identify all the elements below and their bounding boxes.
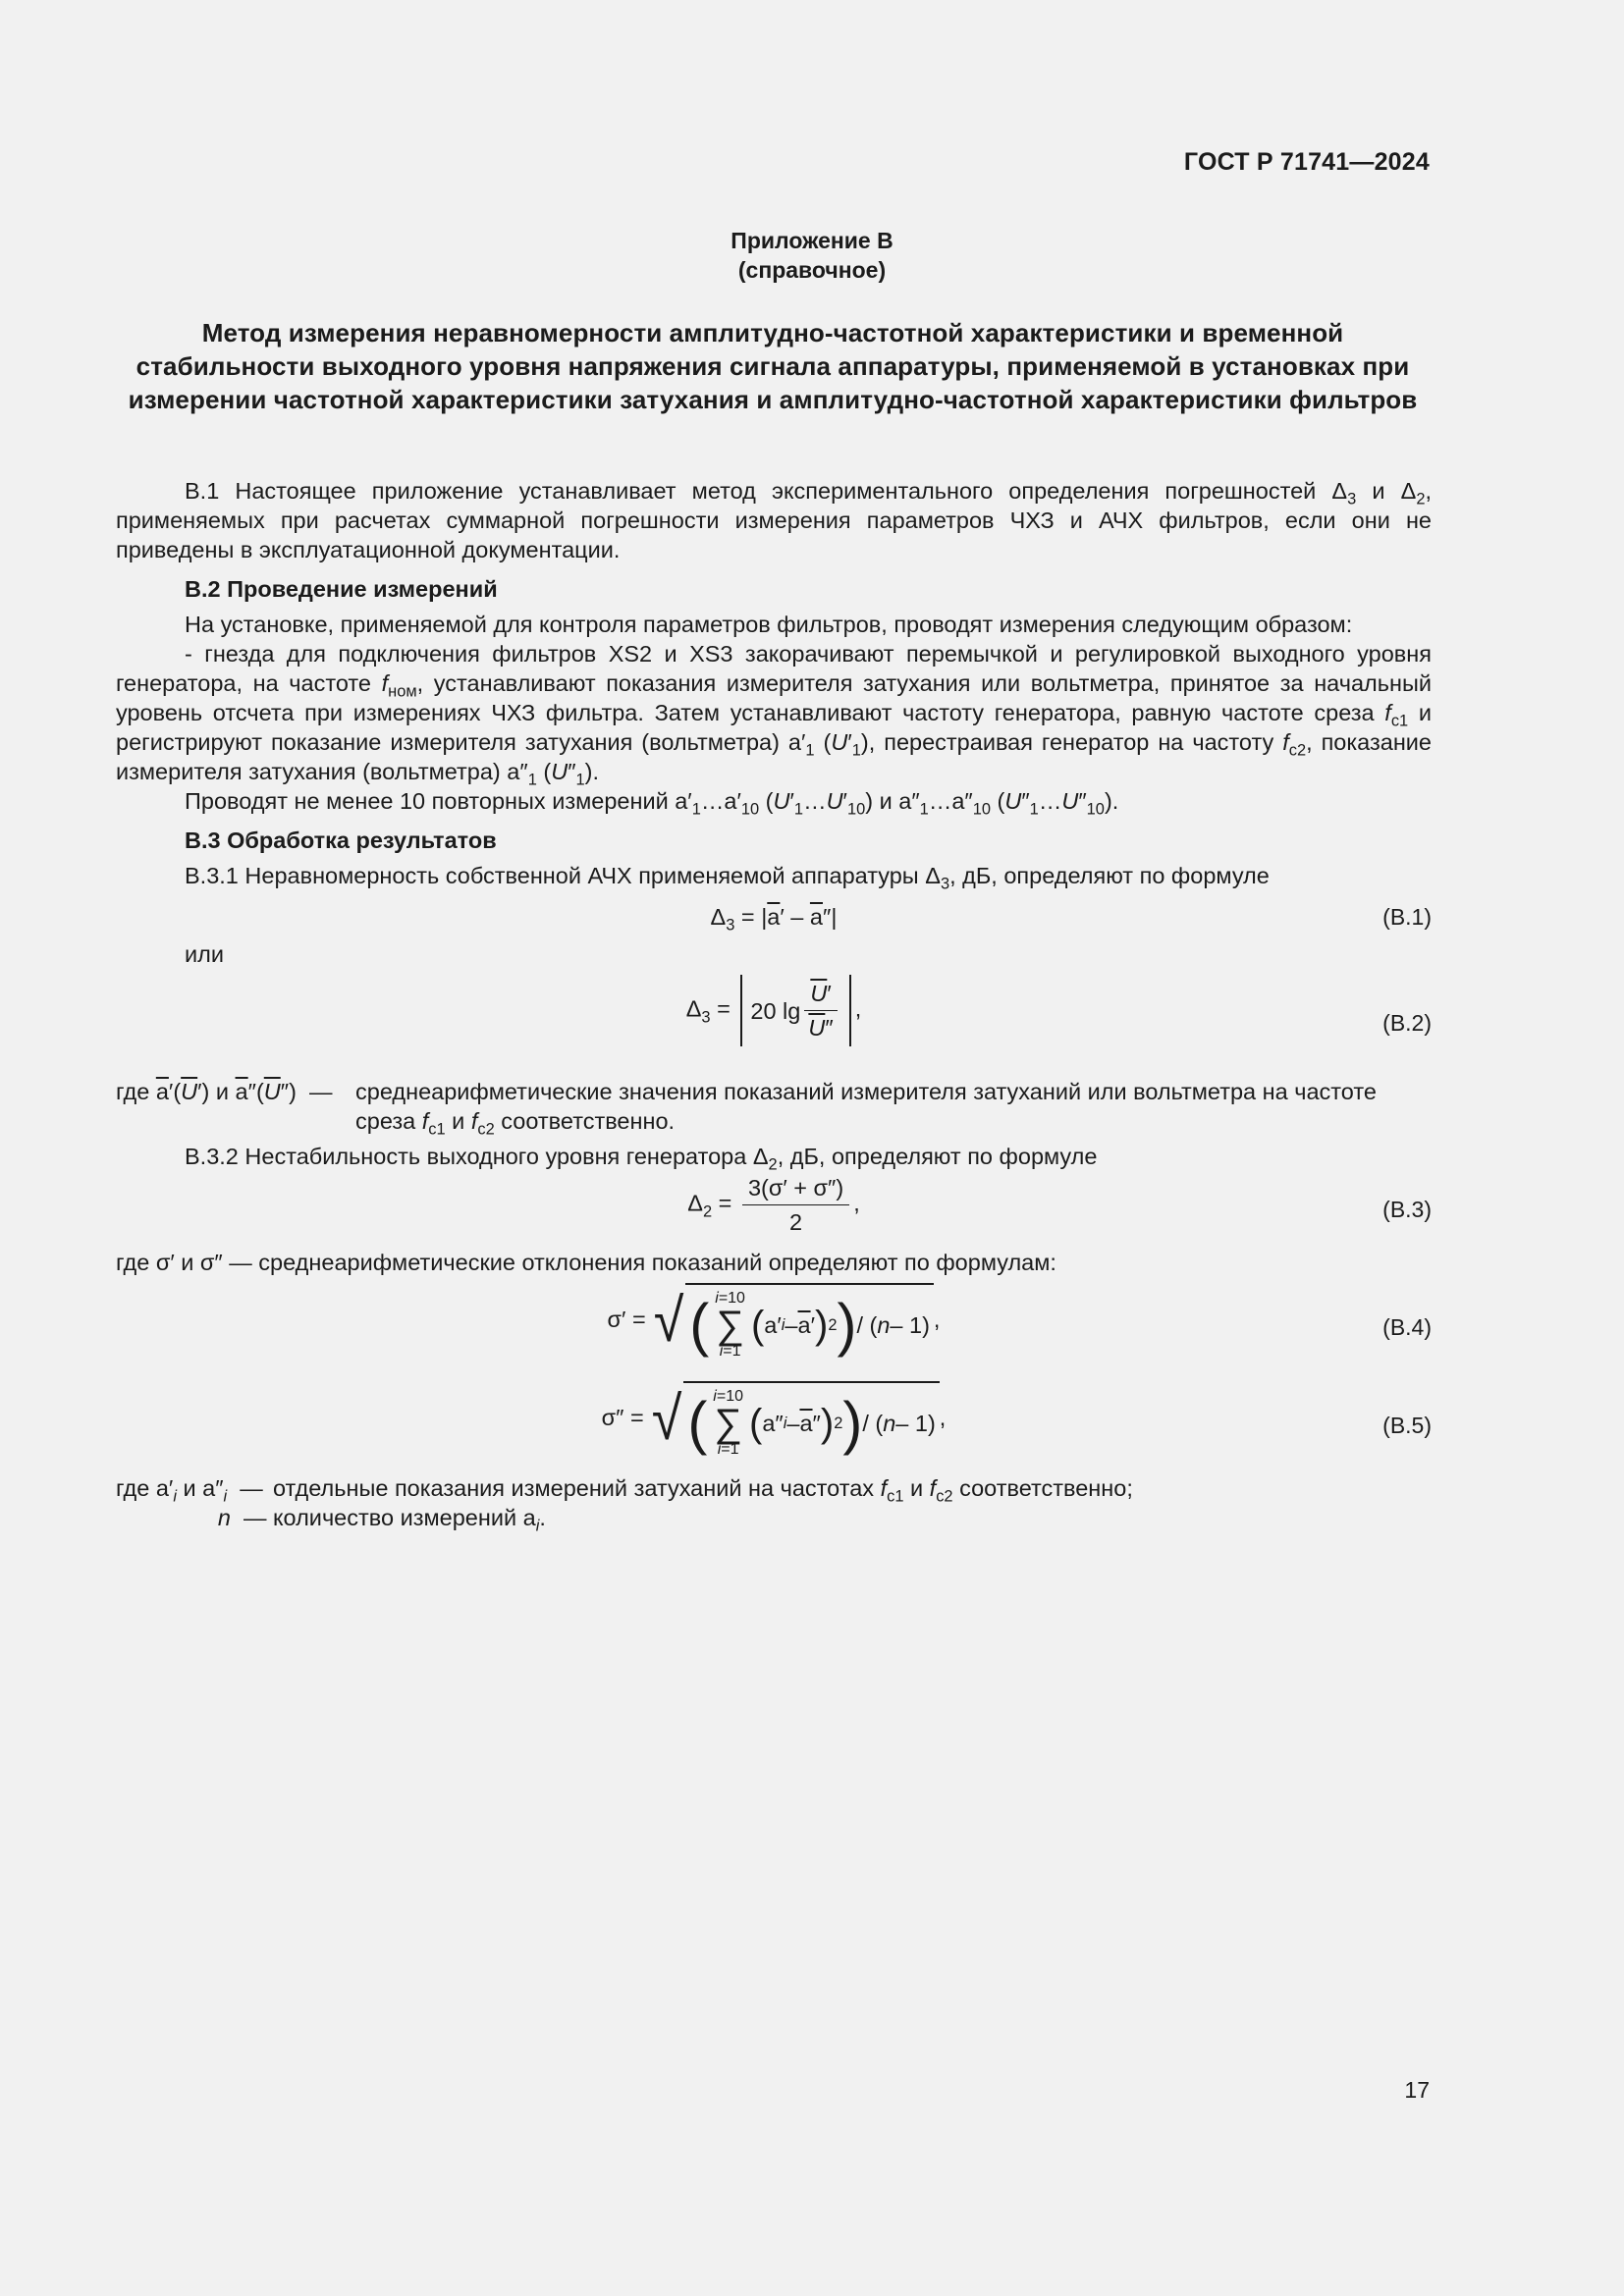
paragraph-b2-intro: На установке, применяемой для контроля параметров фильтров, проводят измерения следующим образом:	[185, 612, 1353, 637]
paragraph-b2-repeat: Проводят не менее 10 повторных измерений $a'_1\dots a'_{10}$ $(U'_1\dots U'_{10})$ и $a''_1\dots a''_{10}$ $(U''_1\dots U''_{10})$.	[185, 788, 1119, 819]
page-number: 17	[1404, 2077, 1430, 2103]
formula-number: (В.3)	[1382, 1197, 1432, 1222]
paragraph-b1: В.1 Настоящее приложение устанавливает метод экспериментального определения погрешностей $\Delta_3$ и $\Delta_2$, применяемых при расчетах суммарной погрешности измерения параметров ЧХЗ и АЧХ фильтров, если они не приведены в эксплуатационной документации.	[116, 478, 1433, 562]
word-or: или	[185, 941, 224, 967]
formula-b3: $\Delta_2$ = $\frac{3(\sigma' + \sigma'')}{2}$ , (В.3)	[687, 1175, 1432, 1235]
legend-b5: где $a'_i$ и $a''_i$ — отдельные показания измерений затуханий на частотах $f_{с1}$ и $f_{с2}$ соответственно;	[116, 1475, 1133, 1506]
legend-b2: где $\overline{a}'(\overline{U}')$ и $\overline{a}''(\overline{U}'')$ — среднеарифметические значения показаний измерителя затуханий или вольтметра на частоте среза $f_{с1}$ и $f_{с2}$ соответственно.	[116, 1079, 1377, 1139]
appendix-subtitle: (справочное)	[737, 257, 887, 283]
document-body	[116, 476, 1433, 1535]
standard-code: ГОСТ Р 71741—2024	[1183, 148, 1430, 176]
appendix-title: Приложение В	[731, 228, 893, 253]
formula-b4: σ′ = √ ( i=10 ∑ i=1 ( a′ i – $\overline{a}$ ′ ) 2 ) / ( n – 1) , (В.4)	[116, 1277, 1432, 1375]
section-heading-b3: В.3 Обработка результатов	[185, 828, 497, 853]
appendix-heading	[0, 226, 1624, 285]
legend-n: n — количество измерений $a_i$.	[217, 1505, 546, 1535]
formula-b5: σ″ = √ ( i=10 ∑ i=1 ( a″ i – $\overline{a}$ ″ ) 2 ) / ( n – 1) , (В.5)	[116, 1375, 1432, 1473]
formula-number: (В.2)	[1382, 1010, 1432, 1036]
formula-b1: $\Delta_3 = |\overline{a}' - \overline{a}''|$ (В.1)	[710, 904, 1432, 934]
paragraph-b31: В.3.1 Неравномерность собственной АЧХ применяемой аппаратуры $\Delta_3$, дБ, определяют по формуле	[185, 863, 1270, 893]
formula-number: (В.1)	[1382, 904, 1432, 930]
section-heading-b2: В.2 Проведение измерений	[185, 576, 498, 602]
paragraph-b2-item: - гнезда для подключения фильтров XS2 и XS3 закорачивают перемычкой и регулировкой выходного уровня генератора, на частоте $f_{ном}$, устанавливают показания измерителя затухания или вольтметра, принятое за начальный уровень отсчета при измерениях ЧХЗ фильтра. Затем устанавливают частоту генератора, равную частоте среза $f_{с1}$ и регистрируют показание измерителя затухания (вольтметра) $a'_1$ $(U'_1)$, перестраивая генератор на частоту $f_{с2}$, показание измерителя затухания (вольтметра) $a''_1$ $(U''_1)$.	[116, 641, 1433, 789]
paragraph-sigma: где σ′ и σ″ — среднеарифметические отклонения показаний определяют по формулам:	[116, 1250, 1056, 1275]
formula-b2: $\Delta_3 = 20$ lg $\frac{\overline{U}'}{\overline{U}''}$ , (В.2)	[116, 969, 1432, 1077]
formula-number: (В.4)	[1382, 1314, 1432, 1340]
paragraph-b32: В.3.2 Нестабильность выходного уровня генератора $\Delta_2$, дБ, определяют по формуле	[185, 1144, 1098, 1174]
formula-number: (В.5)	[1382, 1413, 1432, 1438]
document-title: Метод измерения неравномерности амплитудно-частотной характеристики и временной стабильности выходного уровня напряжения сигнала аппаратуры, применяемой в установках при измерении частотной характеристики затухания и амплитудно-частотной характеристики фильтров	[128, 318, 1418, 414]
